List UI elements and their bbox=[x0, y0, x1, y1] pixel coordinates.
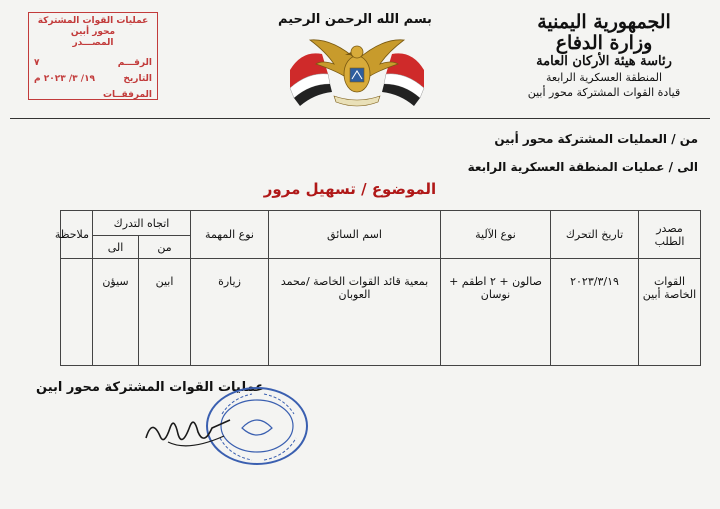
letterhead-ministry: وزارة الدفاع bbox=[555, 32, 653, 54]
letterhead-command: قيادة القوات المشتركة محور أبين bbox=[527, 86, 681, 99]
header-to: الى bbox=[93, 236, 139, 259]
cell-notes bbox=[61, 259, 93, 366]
cell-to: سيؤن bbox=[93, 259, 139, 366]
cell-from: ابين bbox=[139, 259, 191, 366]
stamp-number-row bbox=[34, 55, 152, 71]
stamp-attachments-row bbox=[34, 87, 152, 103]
header-divider bbox=[10, 118, 710, 119]
letter-to: الى / عمليات المنطقة العسكرية الرابعة bbox=[467, 160, 698, 174]
cell-vehicle: صالون + ٢ اطقم + نوسان bbox=[441, 259, 551, 366]
stamp-date-value: ١٩/ ٣/ ٢٠٢٣ م bbox=[34, 74, 96, 84]
bismillah: بسم الله الرحمن الرحيم bbox=[278, 12, 432, 27]
header-vehicle: نوع الآلية bbox=[441, 211, 551, 259]
stamp-title: عمليات القوات المشتركة محور أبين bbox=[37, 16, 149, 37]
header-source: مصدر الطلب bbox=[639, 211, 701, 259]
letterhead-region: المنطقة العسكرية الرابعة bbox=[546, 71, 662, 84]
stamp-date-row bbox=[34, 71, 152, 87]
stamp-subtitle: المصـــدر bbox=[72, 38, 114, 48]
table-header-row bbox=[61, 211, 701, 236]
letter-subject: الموضوع / تسهيل مرور bbox=[263, 180, 437, 198]
header-date: تاريخ التحرك bbox=[551, 211, 639, 259]
signature-title: عمليات القوات المشتركة محور ابين bbox=[36, 380, 265, 395]
header-driver: اسم السائق bbox=[269, 211, 441, 259]
letter-from: من / العمليات المشتركة محور أبين bbox=[494, 132, 698, 146]
table-row bbox=[61, 259, 701, 366]
header-mission: نوع المهمة bbox=[191, 211, 269, 259]
handwritten-signature-icon bbox=[138, 398, 238, 458]
cell-date: ٢٠٢٣/٣/١٩ bbox=[551, 259, 639, 366]
stamp-attachments-label: المرفقــات bbox=[102, 90, 152, 100]
eagle-emblem-icon bbox=[282, 30, 432, 110]
movement-table bbox=[54, 210, 701, 366]
registration-stamp bbox=[28, 12, 158, 100]
letterhead bbox=[504, 12, 704, 100]
stamp-number-value: ٧ bbox=[34, 58, 40, 68]
cell-driver: بمعية قائد القوات الخاصة /محمد العوبان bbox=[269, 259, 441, 366]
letterhead-republic: الجمهورية اليمنية bbox=[537, 11, 671, 33]
header-notes: ملاحظة bbox=[61, 211, 93, 259]
stamp-date-label: التاريخ bbox=[123, 74, 152, 84]
letterhead-staff: رئاسة هيئة الأركان العامة bbox=[536, 54, 672, 69]
stamp-number-label: الرقـــم bbox=[117, 58, 152, 68]
cell-mission: زيارة bbox=[191, 259, 269, 366]
cell-source: القوات الخاصة أبين bbox=[639, 259, 701, 366]
header-from: من bbox=[139, 236, 191, 259]
header-direction: اتجاه التدرك bbox=[93, 211, 191, 236]
